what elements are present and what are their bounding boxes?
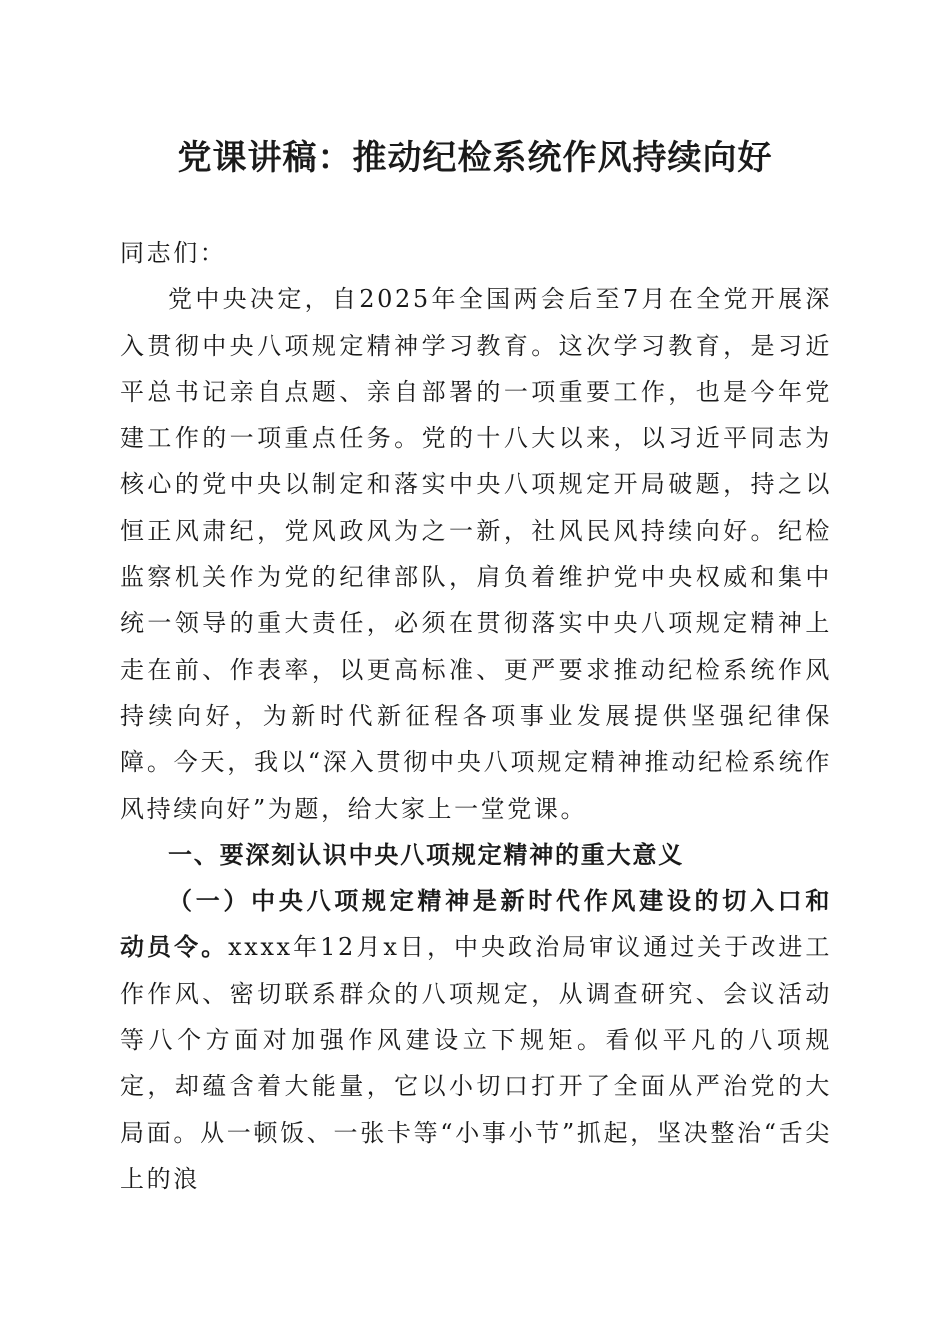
section-heading-1: 一、要深刻认识中央八项规定精神的重大意义	[168, 840, 684, 869]
document-body	[120, 230, 832, 1202]
document-title: 党课讲稿：推动纪检系统作风持续向好	[177, 138, 773, 178]
paragraph-intro: 党中央决定，自2025年全国两会后至7月在全党开展深入贯彻中央八项规定精神学习教育。这次学习教育，是习近平总书记亲自点题、亲自部署的一项重要工作，也是今年党建工作的一项重点任务。党的十八大以来，以习近平同志为核心的党中央以制定和落实中央八项规定开局破题，持之以恒正风肃纪，党风政风为之一新，社风民风持续向好。纪检监察机关作为党的纪律部队，肩负着维护党中央权威和集中统一领导的重大责任，必须在贯彻落实中央八项规定精神上走在前、作表率，以更高标准、更严要求推动纪检系统作风持续向好，为新时代新征程各项事业发展提供坚强纪律保障。今天，我以“深入贯彻中央八项规定精神推动纪检系统作风持续向好”为题，给大家上一堂党课。	[120, 285, 832, 823]
salutation: 同志们：	[120, 239, 227, 267]
paragraph-section-1	[120, 878, 832, 1202]
subheading-1: （一）中央八项规定精神是新时代作风建设的切入口和动员令。	[120, 887, 832, 962]
paragraph-section-1-text: xxxx年12月x日，中央政治局审议通过关于改进工作作风、密切联系群众的八项规定，从调查研究、会议活动等八个方面对加强作风建设立下规矩。看似平凡的八项规定，却蕴含着大能量，它以小切口打开了全面从严治党的大局面。从一顿饭、一张卡等“小事小节”抓起，坚决整治“舌尖上的浪	[120, 933, 832, 1193]
